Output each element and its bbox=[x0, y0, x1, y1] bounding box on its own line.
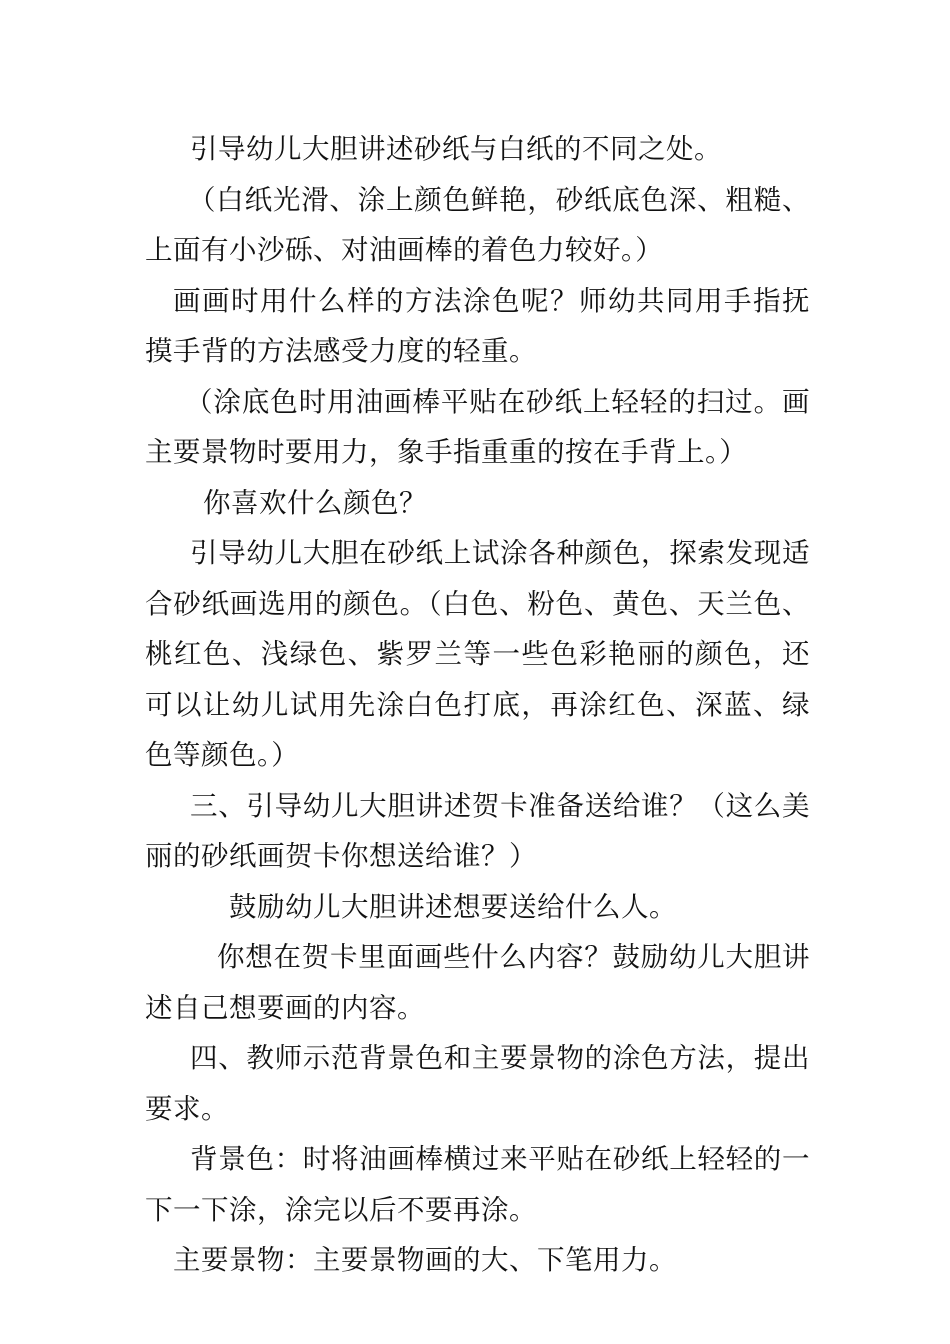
paragraph-8: 鼓励幼儿大胆讲述想要送给什么人。 bbox=[229, 890, 677, 923]
paragraph-2: （白纸光滑、涂上颜色鲜艳，砂纸底色深、粗糙、上面有小沙砾、对油画棒的着色力较好。） bbox=[145, 183, 810, 266]
paragraph-4: （涂底色时用油画棒平贴在砂纸上轻轻的扫过。画主要景物时要用力，象手指重重的按在手背上。） bbox=[145, 385, 810, 468]
paragraph-10: 四、教师示范背景色和主要景物的涂色方法，提出要求。 bbox=[145, 1042, 810, 1125]
paragraph-11: 背景色：时将油画棒横过来平贴在砂纸上轻轻的一下一下涂，涂完以后不要再涂。 bbox=[145, 1143, 810, 1226]
paragraph-7: 三、引导幼儿大胆讲述贺卡准备送给谁？（这么美丽的砂纸画贺卡你想送给谁？） bbox=[145, 789, 810, 872]
paragraph-1: 引导幼儿大胆讲述砂纸与白纸的不同之处。 bbox=[190, 133, 722, 165]
paragraph-9: 你想在贺卡里面画些什么内容？鼓励幼儿大胆讲述自己想要画的内容。 bbox=[145, 941, 810, 1024]
paragraph-6: 引导幼儿大胆在砂纸上试涂各种颜色，探索发现适合砂纸画选用的颜色。（白色、粉色、黄色、天兰色、桃红色、浅绿色、紫罗兰等一些色彩艳丽的颜色，还可以让幼儿试用先涂白色打底，再涂红色、深蓝、绿色等颜色。） bbox=[145, 537, 810, 771]
paragraph-5: 你喜欢什么颜色？ bbox=[203, 486, 427, 519]
paragraph-3: 画画时用什么样的方法涂色呢？师幼共同用手指抚摸手背的方法感受力度的轻重。 bbox=[145, 284, 810, 367]
paragraph-12: 主要景物：主要景物画的大、下笔用力。 bbox=[173, 1244, 677, 1276]
document-body bbox=[145, 124, 810, 1286]
